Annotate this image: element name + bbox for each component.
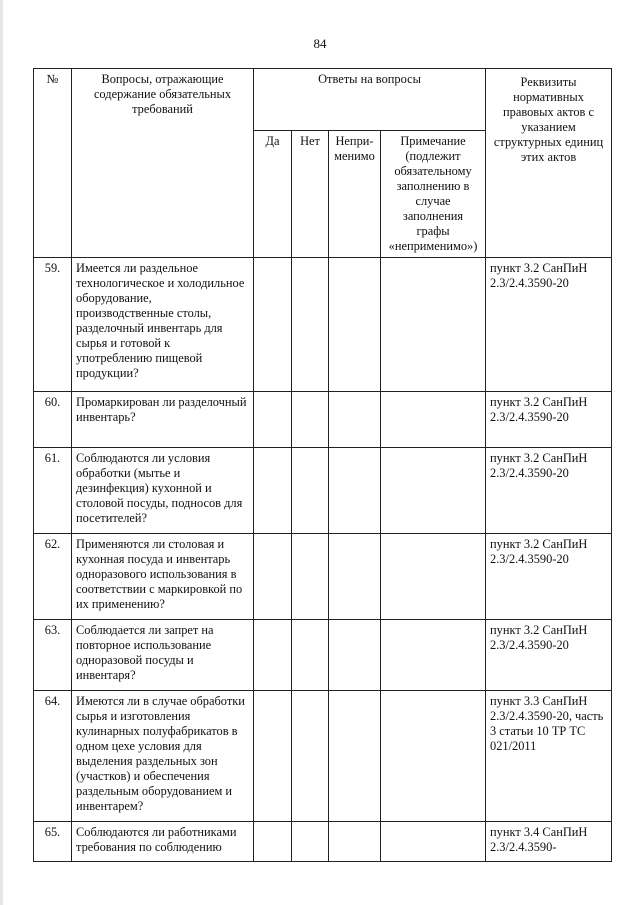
header-answers: Ответы на вопросы bbox=[254, 69, 486, 131]
page-number: 84 bbox=[313, 36, 327, 51]
cell-note[interactable] bbox=[381, 691, 486, 822]
cell-not-applicable[interactable] bbox=[329, 448, 381, 534]
cell-no[interactable] bbox=[292, 534, 329, 620]
cell-no[interactable] bbox=[292, 691, 329, 822]
scan-edge bbox=[0, 0, 3, 905]
cell-yes[interactable] bbox=[254, 392, 292, 448]
cell-not-applicable[interactable] bbox=[329, 392, 381, 448]
cell-no[interactable] bbox=[292, 392, 329, 448]
row-question: Применяются ли столовая и кухонная посуда и инвентарь одноразового использования в соответствии с маркировкой по их применению? bbox=[72, 534, 254, 620]
cell-not-applicable[interactable] bbox=[329, 691, 381, 822]
cell-note[interactable] bbox=[381, 620, 486, 691]
cell-not-applicable[interactable] bbox=[329, 534, 381, 620]
cell-no[interactable] bbox=[292, 258, 329, 392]
header-num: № bbox=[34, 69, 72, 258]
row-number: 64. bbox=[34, 691, 72, 822]
header-question: Вопросы, отражающие содержание обязательных требований bbox=[72, 69, 254, 258]
cell-not-applicable[interactable] bbox=[329, 258, 381, 392]
cell-yes[interactable] bbox=[254, 258, 292, 392]
row-reference: пункт 3.2 СанПиН 2.3/2.4.3590-20 bbox=[486, 258, 612, 392]
header-note: Примечание (подлежит обязательному заполнению в случае заполнения графы «неприменимо») bbox=[381, 131, 486, 258]
table-header bbox=[34, 69, 612, 258]
checklist-table bbox=[33, 68, 612, 862]
header-ref: Реквизиты нормативных правовых актов с указанием структурных единиц этих актов bbox=[486, 69, 612, 258]
row-question: Соблюдается ли запрет на повторное использование одноразовой посуды и инвентаря? bbox=[72, 620, 254, 691]
row-question: Промаркирован ли разделочный инвентарь? bbox=[72, 392, 254, 448]
table-row bbox=[34, 258, 612, 392]
table-body bbox=[34, 258, 612, 862]
row-question: Соблюдаются ли условия обработки (мытье и дезинфекция) кухонной и столовой посуды, подносов для посетителей? bbox=[72, 448, 254, 534]
cell-yes[interactable] bbox=[254, 448, 292, 534]
cell-no[interactable] bbox=[292, 620, 329, 691]
row-reference: пункт 3.3 СанПиН 2.3/2.4.3590-20, часть 3 статьи 10 ТР ТС 021/2011 bbox=[486, 691, 612, 822]
cell-note[interactable] bbox=[381, 258, 486, 392]
cell-yes[interactable] bbox=[254, 620, 292, 691]
header-yes: Да bbox=[254, 131, 292, 258]
header-na: Непри-менимо bbox=[329, 131, 381, 258]
row-number: 62. bbox=[34, 534, 72, 620]
table-row bbox=[34, 392, 612, 448]
cell-yes[interactable] bbox=[254, 691, 292, 822]
table-row bbox=[34, 534, 612, 620]
row-reference: пункт 3.4 СанПиН 2.3/2.4.3590- bbox=[486, 822, 612, 862]
row-number: 60. bbox=[34, 392, 72, 448]
cell-note[interactable] bbox=[381, 392, 486, 448]
row-reference: пункт 3.2 СанПиН 2.3/2.4.3590-20 bbox=[486, 620, 612, 691]
cell-note[interactable] bbox=[381, 448, 486, 534]
cell-yes[interactable] bbox=[254, 822, 292, 862]
cell-no[interactable] bbox=[292, 822, 329, 862]
row-question: Соблюдаются ли работниками требования по соблюдению bbox=[72, 822, 254, 862]
row-question: Имеются ли в случае обработки сырья и изготовления кулинарных полуфабрикатов в одном цехе условия для выделения раздельных зон (участков) и обеспечения раздельным оборудованием и инвентарем? bbox=[72, 691, 254, 822]
cell-no[interactable] bbox=[292, 448, 329, 534]
table-row bbox=[34, 822, 612, 862]
row-number: 65. bbox=[34, 822, 72, 862]
row-reference: пункт 3.2 СанПиН 2.3/2.4.3590-20 bbox=[486, 392, 612, 448]
row-number: 63. bbox=[34, 620, 72, 691]
cell-yes[interactable] bbox=[254, 534, 292, 620]
row-reference: пункт 3.2 СанПиН 2.3/2.4.3590-20 bbox=[486, 448, 612, 534]
row-number: 59. bbox=[34, 258, 72, 392]
table-row bbox=[34, 691, 612, 822]
row-number: 61. bbox=[34, 448, 72, 534]
table-row bbox=[34, 448, 612, 534]
row-reference: пункт 3.2 СанПиН 2.3/2.4.3590-20 bbox=[486, 534, 612, 620]
header-no: Нет bbox=[292, 131, 329, 258]
cell-note[interactable] bbox=[381, 534, 486, 620]
row-question: Имеется ли раздельное технологическое и холодильное оборудование, производственные столы, разделочный инвентарь для сырья и готовой к употреблению пищевой продукции? bbox=[72, 258, 254, 392]
cell-not-applicable[interactable] bbox=[329, 822, 381, 862]
cell-note[interactable] bbox=[381, 822, 486, 862]
cell-not-applicable[interactable] bbox=[329, 620, 381, 691]
table-row bbox=[34, 620, 612, 691]
